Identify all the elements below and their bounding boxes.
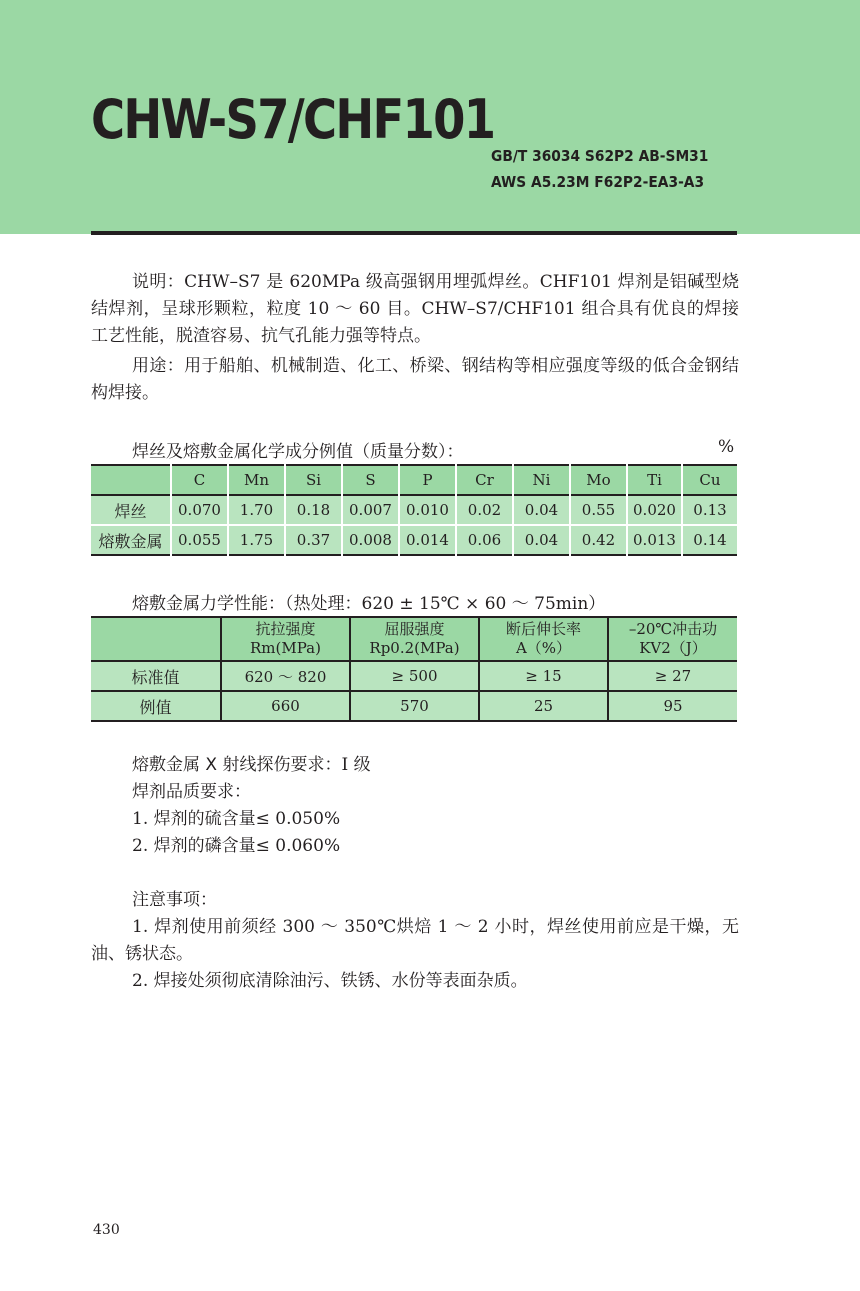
- standards-block: [491, 143, 708, 195]
- mechanical-title: 熔敷金属力学性能：: [132, 594, 285, 614]
- row-label-example: 例值: [91, 691, 221, 721]
- usage-label: 用途：: [132, 356, 185, 376]
- table-cell: 0.04: [513, 525, 570, 555]
- chemistry-corner-cell: [91, 465, 171, 495]
- table-cell: ≥ 27: [608, 661, 737, 691]
- table-row: [91, 525, 737, 555]
- column-header-unit: Rm(MPa): [250, 639, 321, 657]
- description-label: 说明：: [132, 272, 185, 292]
- flux-quality-item: 1. 焊剂的硫含量≤ 0.050%: [132, 809, 341, 829]
- flux-quality-title: 焊剂品质要求：: [132, 782, 251, 802]
- table-cell: 0.020: [627, 495, 682, 525]
- column-header-name: –20℃冲击功: [628, 620, 718, 638]
- table-cell: 0.008: [342, 525, 399, 555]
- heat-treatment-condition: （热处理：620 ± 15℃ × 60 ～ 75min）: [285, 594, 606, 614]
- mechanical-header-row: [91, 617, 737, 661]
- column-header-name: 抗拉强度: [255, 620, 316, 638]
- column-header-c: C: [171, 465, 228, 495]
- header-band: [0, 0, 860, 234]
- description-paragraph: [91, 269, 739, 350]
- notes-title: 注意事项：: [132, 890, 217, 910]
- table-cell: 0.014: [399, 525, 456, 555]
- column-header-cu: Cu: [682, 465, 737, 495]
- column-header-yield: [350, 617, 479, 661]
- column-header-unit: KV2（J）: [639, 639, 707, 657]
- table-cell: 95: [608, 691, 737, 721]
- table-cell: 0.18: [285, 495, 342, 525]
- column-header-name: 屈服强度: [384, 620, 445, 638]
- notes-item: 2. 焊接处须彻底清除油污、铁锈、水份等表面杂质。: [132, 971, 528, 991]
- table-cell: 0.007: [342, 495, 399, 525]
- description-text: CHW–S7 是 620MPa 级高强钢用埋弧焊丝。CHF101 焊剂是铝碱型烧结焊剂，呈球形颗粒，粒度 10 ～ 60 目。CHW–S7/CHF101 组合具有优良的焊接工艺性能，脱渣容易、抗气孔能力强等特点。: [91, 272, 739, 346]
- flux-quality-item: 2. 焊剂的磷含量≤ 0.060%: [132, 836, 341, 856]
- chemistry-unit: %: [718, 437, 735, 457]
- column-header-elongation: [479, 617, 608, 661]
- xray-label: 熔敷金属 X 射线探伤要求：: [132, 755, 342, 775]
- table-cell: 0.013: [627, 525, 682, 555]
- table-cell: 1.75: [228, 525, 285, 555]
- mechanical-corner-cell: [91, 617, 221, 661]
- table-cell: 0.55: [570, 495, 627, 525]
- page-number: 430: [93, 1222, 120, 1238]
- table-cell: 0.010: [399, 495, 456, 525]
- row-label-deposit: 熔敷金属: [91, 525, 171, 555]
- table-cell: 0.42: [570, 525, 627, 555]
- table-cell: 0.13: [682, 495, 737, 525]
- table-cell: 0.02: [456, 495, 513, 525]
- header-rule: [91, 231, 737, 235]
- column-header-mn: Mn: [228, 465, 285, 495]
- table-cell: ≥ 500: [350, 661, 479, 691]
- standard-aws: AWS A5.23M F62P2-EA3-A3: [491, 173, 705, 191]
- standard-gb: GB/T 36034 S62P2 AB-SM31: [491, 147, 709, 165]
- table-cell: 0.055: [171, 525, 228, 555]
- table-row: [91, 691, 737, 721]
- table-cell: 0.37: [285, 525, 342, 555]
- mechanical-title-line: [132, 589, 605, 614]
- table-cell: 0.06: [456, 525, 513, 555]
- usage-text: 用于船舶、机械制造、化工、桥梁、钢结构等相应强度等级的低合金钢结构焊接。: [91, 356, 740, 403]
- usage-paragraph: [91, 353, 739, 407]
- column-header-name: 断后伸长率: [505, 620, 581, 638]
- table-cell: 1.70: [228, 495, 285, 525]
- row-label-wire: 焊丝: [91, 495, 171, 525]
- table-cell: ≥ 15: [479, 661, 608, 691]
- chemistry-header-row: [91, 465, 737, 495]
- table-cell: 660: [221, 691, 350, 721]
- xray-requirement: [132, 752, 371, 779]
- column-header-p: P: [399, 465, 456, 495]
- column-header-cr: Cr: [456, 465, 513, 495]
- column-header-tensile: [221, 617, 350, 661]
- table-row: [91, 661, 737, 691]
- column-header-ti: Ti: [627, 465, 682, 495]
- xray-value: I 级: [341, 755, 371, 775]
- mechanical-table: [91, 616, 737, 722]
- table-cell: 0.070: [171, 495, 228, 525]
- column-header-ni: Ni: [513, 465, 570, 495]
- table-cell: 0.14: [682, 525, 737, 555]
- table-cell: 570: [350, 691, 479, 721]
- table-cell: 620 ～ 820: [221, 661, 350, 691]
- chemistry-title: 焊丝及熔敷金属化学成分例值（质量分数）：: [132, 442, 464, 462]
- table-cell: 0.04: [513, 495, 570, 525]
- table-cell: 25: [479, 691, 608, 721]
- row-label-standard: 标准值: [91, 661, 221, 691]
- column-header-s: S: [342, 465, 399, 495]
- column-header-unit: Rp0.2(MPa): [369, 639, 460, 657]
- column-header-si: Si: [285, 465, 342, 495]
- column-header-mo: Mo: [570, 465, 627, 495]
- product-title: CHW-S7/CHF101: [91, 88, 495, 151]
- notes-item: 1. 焊剂使用前须经 300 ～ 350℃烘焙 1 ～ 2 小时，焊丝使用前应是干燥，无油、锈状态。: [91, 917, 739, 964]
- column-header-impact: [608, 617, 737, 661]
- chemistry-table: [91, 464, 737, 556]
- column-header-unit: A（%）: [515, 639, 572, 657]
- table-row: [91, 495, 737, 525]
